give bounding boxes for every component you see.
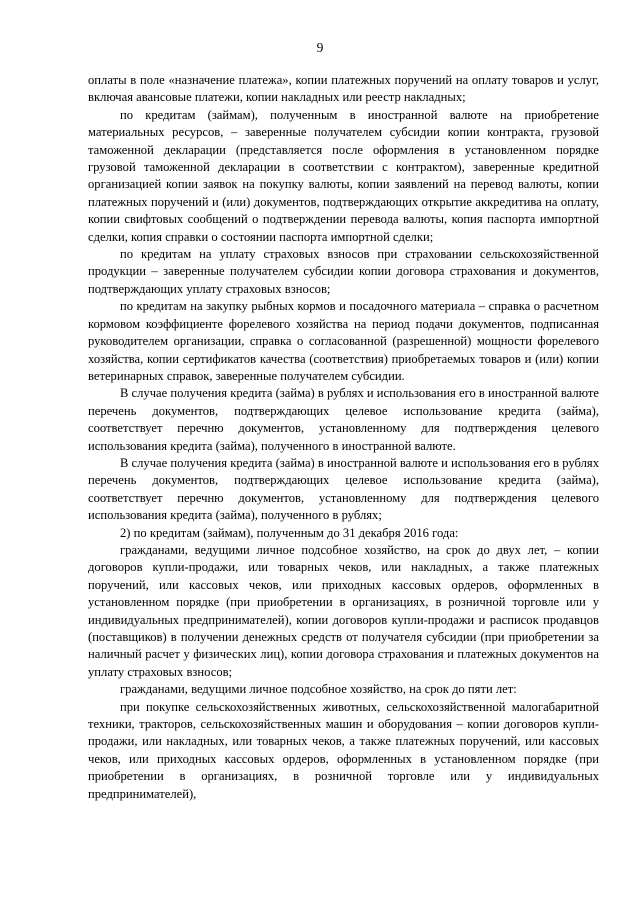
paragraph-foreign-currency-credits: по кредитам (займам), полученным в иностранной валюте на приобретение материальных ресурсов, – заверенные получателем субсидии копии контракта, грузовой таможенной декларации (представляется после оформления в установленном порядке грузовой таможенной декларации в соответствии с контрактом), заверенные кредитной организацией копии заявок на покупку валюты, копии заявлений на перевод валюты, копии платежных поручений и (или) документов, подтверждающих открытие аккредитива на оплату, копии свифтовых сообщений о подтверждении перевода валюты, копия паспорта импортной сделки, копия справки о состоянии паспорта импортной сделки; <box>88 107 599 244</box>
paragraph-two-year-credits: гражданами, ведущими личное подсобное хозяйство, на срок до двух лет, – копии договоров купли-продажи, или товарных чеков, или накладных, а также платежных поручений, или кассовых чеков, или приходных кассовых ордеров, оформленных в установленном порядке (при приобретении в организациях, в розничной торговле или у индивидуальных предпринимателей), копии договоров купли-продажи и расписок продавцов (поставщиков) в получении денежных средств от получателя субсидии (при приобретении за наличный расчет у физических лиц), копии договора страхования и платежных документов на уплату страховых взносов; <box>88 542 599 679</box>
paragraph-item-2-heading: 2) по кредитам (займам), полученным до 31 декабря 2016 года: <box>120 525 459 540</box>
paragraph-insurance-credits: по кредитам на уплату страховых взносов при страховании сельскохозяйственной продукции – заверенные получателем субсидии копии договора страхования и документов, подтверждающих уплату страховых взносов; <box>88 247 599 296</box>
paragraph-rubles-to-foreign: В случае получения кредита (займа) в рублях и использования его в иностранной валюте перечень документов, подтверждающих целевое использование кредита (займа), соответствует перечню документов, установленному для подтверждения целевого использования кредита (займа), полученного в иностранной валюте. <box>88 386 599 453</box>
paragraph-livestock-machinery: при покупке сельскохозяйственных животных, сельскохозяйственной малогабаритной техники, тракторов, сельскохозяйственных машин и оборудования – копии договоров купли-продажи, или накладных, или товарных чеков, а также платежных поручений, или кассовых чеков, или приходных кассовых ордеров, оформленных в установленном порядке (при приобретении в организациях, в розничной торговле или у индивидуальных предпринимателей), <box>88 699 599 801</box>
page-number: 9 <box>316 40 324 55</box>
paragraph-continuation: оплаты в поле «назначение платежа», копии платежных поручений на оплату товаров и услуг, включая авансовые платежи, копии накладных или реестр накладных; <box>88 73 599 105</box>
paragraph-foreign-to-rubles: В случае получения кредита (займа) в иностранной валюте и использования его в рублях перечень документов, подтверждающих целевое использование кредита (займа), соответствует перечню документов, установленному для подтверждения целевого использования кредита (займа), полученного в рублях; <box>88 455 599 523</box>
document-body <box>88 72 599 803</box>
paragraph-fish-feed-credits: по кредитам на закупку рыбных кормов и посадочного материала – справка о расчетном кормовом коэффициенте форелевого хозяйства на период подачи документов, подписанная руководителем организации, справка о согласованной (разрешенной) мощности форелевого хозяйства, копии сертификатов качества (соответствия) приобретаемых товаров и (или) копии ветеринарных справок, заверенные получателем субсидии. <box>88 299 599 383</box>
paragraph-five-year-credits: гражданами, ведущими личное подсобное хозяйство, на срок до пяти лет: <box>120 682 517 697</box>
